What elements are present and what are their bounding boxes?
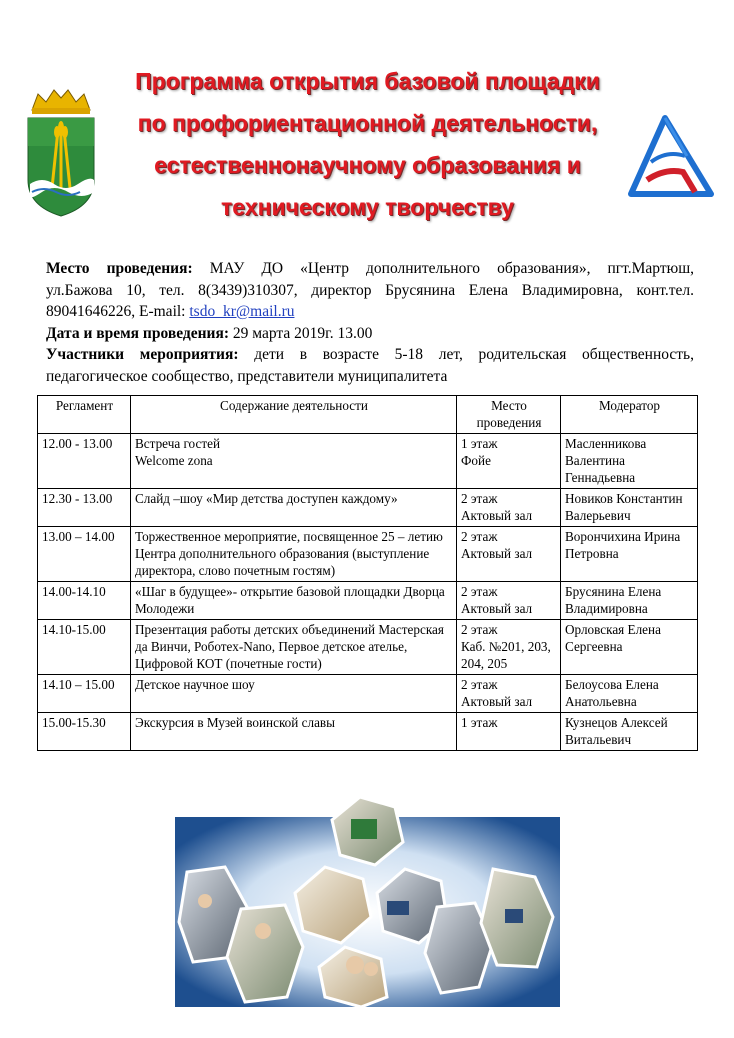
cell-content: Слайд –шоу «Мир детства доступен каждому»	[131, 489, 457, 527]
column-header: Место проведения	[457, 396, 561, 434]
title-line: естественнонаучному образования и	[154, 152, 581, 178]
column-header: Модератор	[561, 396, 698, 434]
cell-time: 12.00 - 13.00	[38, 434, 131, 489]
venue-line: ул.Бажова 10, тел. 8(3439)310307, директор Брусянина Елена Владимировна, конт.тел.	[46, 281, 694, 299]
students-photo	[227, 905, 303, 1002]
title-line: Программа открытия базовой площадки	[135, 68, 600, 94]
cell-place: 2 этаж Актовый зал	[457, 489, 561, 527]
schedule-table	[37, 395, 698, 751]
cell-moderator: Брусянина Елена Владимировна	[561, 582, 698, 620]
cell-content: Встреча гостей Welcome zona	[131, 434, 457, 489]
hexagon-photo-collage	[175, 797, 560, 1007]
table-row	[38, 675, 698, 713]
coat-of-arms-icon	[22, 88, 100, 218]
contact-phone: 89041646226, E-mail:	[46, 303, 190, 320]
cell-place: 2 этаж Актовый зал	[457, 582, 561, 620]
cell-content: «Шаг в будущее»- открытие базовой площадки Дворца Молодежи	[131, 582, 457, 620]
venue-label: Место проведения:	[46, 260, 193, 277]
cell-moderator: Новиков Константин Валерьевич	[561, 489, 698, 527]
cell-place: 2 этаж Актовый зал	[457, 675, 561, 713]
participants-text: дети в возрасте 5-18 лет, родительская общественность,	[238, 346, 694, 363]
venue-text: МАУ ДО «Центр дополнительного образования», пгт.Мартюш,	[209, 260, 695, 277]
cell-place: 2 этаж Каб. №201, 203, 204, 205	[457, 620, 561, 675]
participants-line	[46, 344, 694, 366]
table-row	[38, 527, 698, 582]
triangle-logo-icon	[625, 110, 717, 202]
cell-place: 1 этаж	[457, 713, 561, 751]
contact-line	[46, 301, 694, 323]
cell-moderator: Масленникова Валентина Геннадьевна	[561, 434, 698, 489]
schedule-body	[38, 434, 698, 751]
cell-time: 13.00 – 14.00	[38, 527, 131, 582]
participants-line: педагогическое сообщество, представители муниципалитета	[46, 367, 448, 385]
email-link[interactable]: tsdo_kr@mail.ru	[189, 303, 295, 320]
participants-label: Участники мероприятия:	[46, 346, 239, 363]
table-row	[38, 582, 698, 620]
datetime-line	[46, 323, 694, 345]
cell-content: Детское научное шоу	[131, 675, 457, 713]
cell-content: Презентация работы детских объединений Мастерская да Винчи, Роботех-Nano, Первое детское ателье, Цифровой КОТ (почетные гости)	[131, 620, 457, 675]
cell-content: Экскурсия в Музей воинской славы	[131, 713, 457, 751]
venue-line	[46, 258, 694, 280]
cell-time: 14.10-15.00	[38, 620, 131, 675]
cell-place: 2 этаж Актовый зал	[457, 527, 561, 582]
cell-time: 15.00-15.30	[38, 713, 131, 751]
table-row	[38, 620, 698, 675]
cell-moderator: Ворончихина Ирина Петровна	[561, 527, 698, 582]
table-row	[38, 713, 698, 751]
title-line: по профориентационной деятельности,	[137, 110, 598, 136]
cell-time: 12.30 - 13.00	[38, 489, 131, 527]
cell-moderator: Белоусова Елена Анатольевна	[561, 675, 698, 713]
title-line: техническому творчеству	[221, 194, 514, 220]
event-info	[46, 258, 694, 387]
cell-time: 14.00-14.10	[38, 582, 131, 620]
column-header: Регламент	[38, 396, 131, 434]
cell-place: 1 этаж Фойе	[457, 434, 561, 489]
datetime-value: 29 марта 2019г. 13.00	[229, 324, 373, 342]
program-title	[90, 60, 645, 228]
column-header: Содержание деятельности	[131, 396, 457, 434]
cell-content: Торжественное мероприятие, посвященное 25 – летию Центра дополнительного образования (выступление директора, слово почетным гостям)	[131, 527, 457, 582]
table-row	[38, 489, 698, 527]
datetime-label: Дата и время проведения:	[46, 324, 230, 342]
cell-moderator: Кузнецов Алексей Витальевич	[561, 713, 698, 751]
cell-time: 14.10 – 15.00	[38, 675, 131, 713]
table-header-row	[38, 396, 698, 434]
table-row	[38, 434, 698, 489]
cell-moderator: Орловская Елена Сергеевна	[561, 620, 698, 675]
